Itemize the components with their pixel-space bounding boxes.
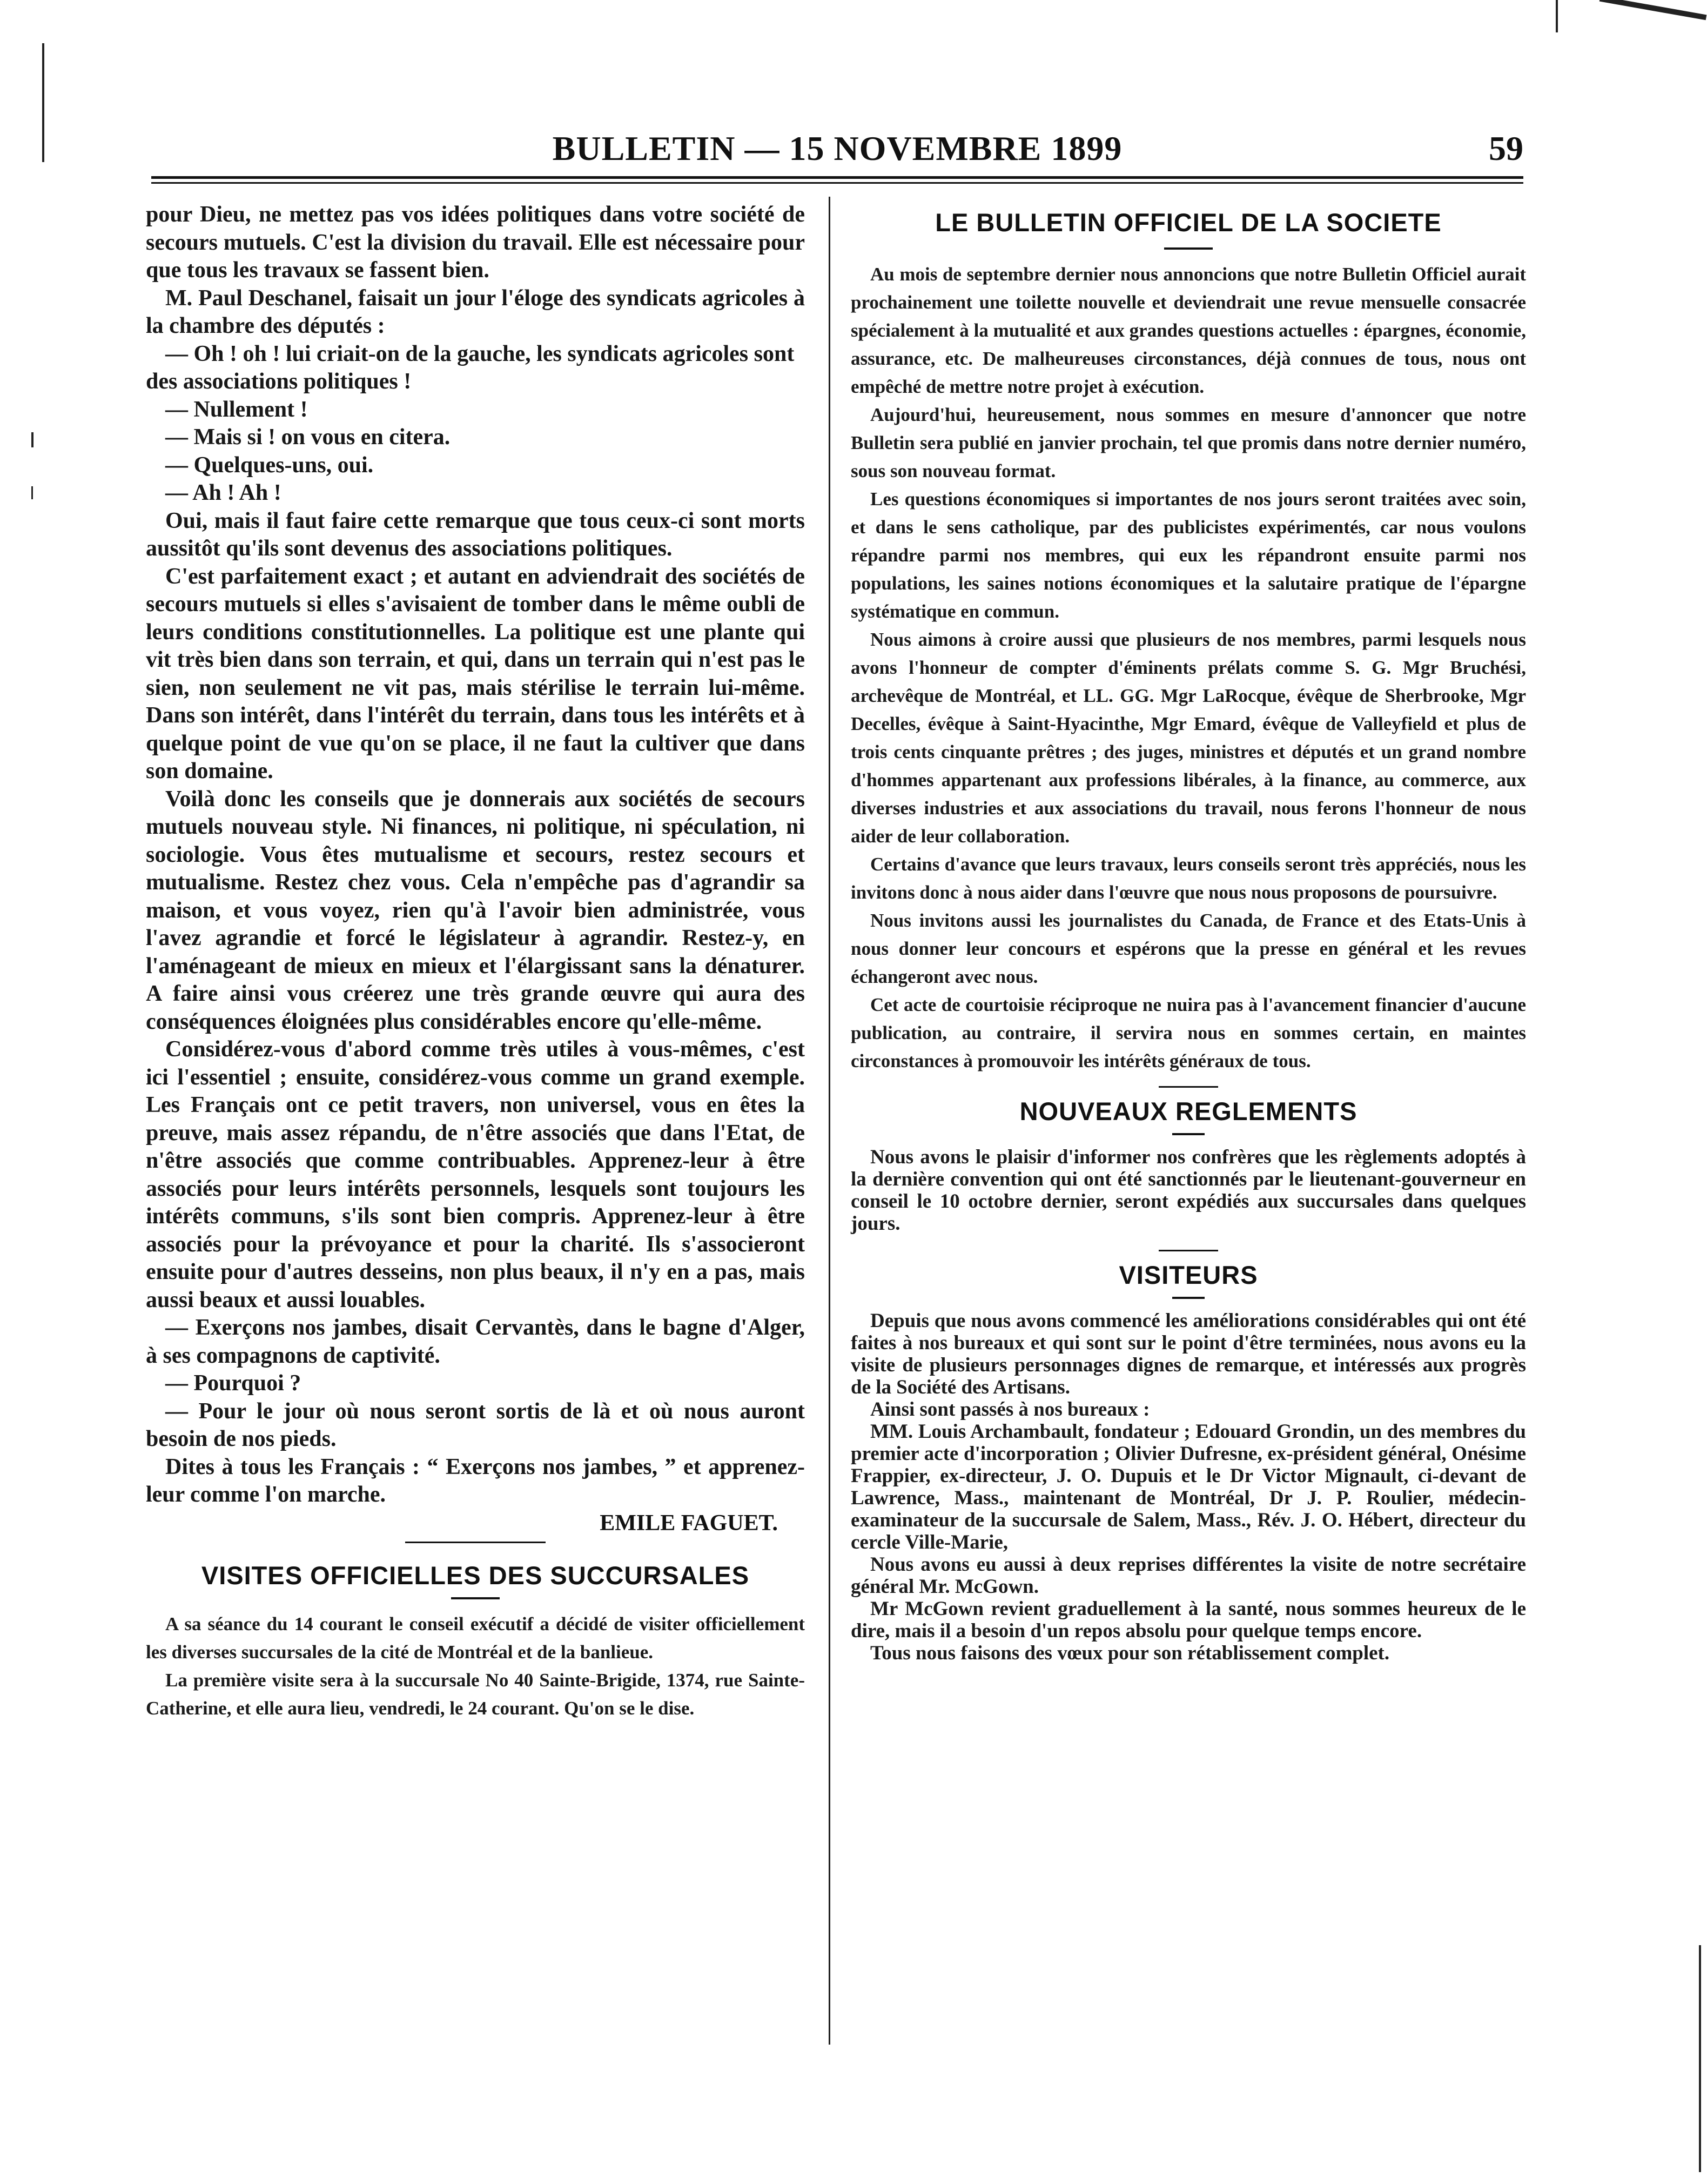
scan-mark-left-tick-2	[31, 486, 33, 499]
paragraph: Dites à tous les Français : “ Exerçons nos jambes, ” et apprenez-leur comme l'on marche.	[146, 1454, 805, 1507]
paragraph: Cet acte de courtoisie réciproque ne nuira pas à l'avancement financier d'aucune publication, au contraire, il servira nous en sommes certain, en maintes circonstances à promouvoir les intérêts généraux de tous.	[851, 994, 1526, 1071]
paragraph: Nous aimons à croire aussi que plusieurs de nos membres, parmi lesquels nous avons l'honneur de compter d'éminents prélats comme S. G. Mgr Bruchési, archevêque de Montréal, et LL. GG. Mgr LaRocque, évêque de Sherbrooke, Mgr Decelles, évêque à Saint-Hyacinthe, Mgr Emard, évêque de Valleyfield et plus de trois cents cinquante prêtres ; des juges, ministres et députés et un grand nombre d'hommes appartenant aux professions libérales, à la finance, au commerce, aux diverses industries et aux associations du travail, nous ferons l'honneur de nous aider de leur collaboration.	[851, 629, 1526, 847]
right-column	[851, 201, 1526, 1664]
title-underline	[451, 1597, 500, 1599]
paragraph: pour Dieu, ne mettez pas vos idées politiques dans votre société de secours mutuels. C'est la division du travail. Elle est nécessaire pour que tous les travaux se fassent bien.	[146, 202, 805, 283]
title-underline	[1172, 1133, 1205, 1135]
paragraph: — Ah ! Ah !	[165, 480, 281, 505]
section-rule	[405, 1542, 546, 1543]
header-rule	[151, 176, 1523, 184]
paragraph: Nous avons le plaisir d'informer nos confrères que les règlements adoptés à la dernière convention qui ont été sanctionnés par le lieutenant-gouverneur en conseil le 10 octobre dernier, seront expédiés aux succursales dans quelques jours.	[851, 1146, 1526, 1235]
page-header	[151, 129, 1523, 172]
paragraph: — Oh ! oh ! lui criait-on de la gauche, les syndicats agricoles sont des associations politiques !	[146, 341, 795, 394]
paragraph: Tous nous faisons des vœux pour son rétablissement complet.	[870, 1642, 1390, 1664]
section-rule	[1159, 1086, 1218, 1088]
paragraph: Les questions économiques si importantes de nos jours seront traitées avec soin, et dans le sens catholique, par des publicistes expérimentés, car nous voulons répandre parmi nos membres, qui eux les répandront ensuite parmi nos populations, les saines notions économiques et la salutaire pratique de l'épargne systématique en commun.	[851, 488, 1526, 622]
scan-mark-top-right	[1600, 0, 1707, 20]
paragraph: Mr McGown revient graduellement à la santé, nous sommes heureux de le dire, mais il a besoin d'un repos absolu pour quelque temps encore.	[851, 1598, 1526, 1642]
section-visites-body	[146, 1610, 805, 1723]
title-underline	[1164, 247, 1213, 250]
paragraph: Aujourd'hui, heureusement, nous sommes en mesure d'annoncer que notre Bulletin sera publié en janvier prochain, tel que promis dans notre dernier numéro, sous son nouveau format.	[851, 404, 1526, 481]
paragraph: MM. Louis Archambault, fondateur ; Edouard Grondin, un des membres du premier acte d'incorporation ; Olivier Dufresne, ex-président général, Onésime Frappier, ex-directeur, J. O. Dupuis et le Dr Victor Mignault, ci-devant de Lawrence, Mass., maintenant de Montréal, Dr J. P. Roulier, médecin-examinateur de la succursale de Salem, Mass., Rév. J. O. Hébert, directeur du cercle Ville-Marie,	[851, 1421, 1526, 1553]
paragraph: La première visite sera à la succursale No 40 Sainte-Brigide, 1374, rue Sainte-Catherine, et elle aura lieu, vendredi, le 24 courant. Qu'on se le dise.	[146, 1669, 805, 1719]
paragraph: — Exerçons nos jambes, disait Cervantès, dans le bagne d'Alger, à ses compagnons de captivité.	[146, 1315, 805, 1368]
section-rule	[1159, 1250, 1218, 1251]
header-title: BULLETIN — 15 NOVEMBRE 1899	[552, 129, 1123, 168]
paragraph: Au mois de septembre dernier nous annoncions que notre Bulletin Officiel aurait prochainement une toilette nouvelle et deviendrait une revue mensuelle consacrée spécialement à la mutualité et aux grandes questions actuelles : épargnes, économie, assurance, etc. De malheureuses circonstances, déjà connues de tous, nous ont empêché de mettre notre projet à exécution.	[851, 264, 1526, 397]
section-title-reglements: NOUVEAUX REGLEMENTS	[1019, 1097, 1357, 1126]
section-reglements-body	[851, 1146, 1526, 1235]
section-bulletin-body	[851, 260, 1526, 1075]
paragraph: — Nullement !	[165, 397, 308, 422]
paragraph: Depuis que nous avons commencé les améliorations considérables qui ont été faites à nos bureaux et qui sont sur le point d'être terminées, nous avons eu la visite de plusieurs personnages dignes de remarque, et intéressés aux progrès de la Société des Artisans.	[851, 1310, 1526, 1398]
paragraph: M. Paul Deschanel, faisait un jour l'éloge des syndicats agricoles à la chambre des députés :	[146, 285, 805, 338]
column-divider	[829, 197, 830, 2045]
paragraph: Considérez-vous d'abord comme très utiles à vous-mêmes, c'est ici l'essentiel ; ensuite, considérez-vous comme un grand exemple. Les Français ont ce petit travers, non universel, vous en êtes la preuve, mais assez répandu, de n'être associés que dans l'Etat, de n'être associés que comme contribuables. Apprenez-leur à être associés pour leurs intérêts personnels, lesquels sont toujours les intérêts communs, s'ils sont bien compris. Apprenez-leur à être associés pour la prévoyance et pour la charité. Ils s'associeront ensuite pour d'autres desseins, non plus beaux, il n'y en a pas, mais aussi beaux et aussi louables.	[146, 1037, 805, 1312]
left-column	[146, 201, 805, 1723]
section-title-bulletin: LE BULLETIN OFFICIEL DE LA SOCIETE	[935, 208, 1442, 237]
section-title-visiteurs: VISITEURS	[1119, 1261, 1258, 1289]
paragraph: — Mais si ! on vous en citera.	[165, 425, 451, 450]
paragraph: — Pour le jour où nous seront sortis de là et où nous auront besoin de nos pieds.	[146, 1398, 805, 1451]
paragraph: C'est parfaitement exact ; et autant en adviendrait des sociétés de secours mutuels si elles s'avisaient de tomber dans le même oubli de leurs conditions constitutionnelles. La politique est une plante qui vit très bien dans son terrain, et qui, dans un terrain qui n'est pas le sien, non seulement ne vit pas, mais stérilise le terrain lui-même. Dans son intérêt, dans l'intérêt du terrain, dans tous les intérêts et à quelque point de vue qu'on se place, il ne faut la cultiver que dans son domaine.	[146, 564, 805, 783]
article-faguet	[146, 201, 805, 1537]
paragraph: Ainsi sont passés à nos bureaux :	[870, 1398, 1150, 1421]
section-title-visites: VISITES OFFICIELLES DES SUCCURSALES	[201, 1560, 750, 1590]
scan-mark-left-top	[42, 43, 44, 162]
scan-mark-left-tick	[31, 432, 33, 447]
page-number: 59	[1489, 129, 1523, 168]
section-visiteurs-body	[851, 1310, 1526, 1664]
paragraph: A sa séance du 14 courant le conseil exécutif a décidé de visiter officiellement les diverses succursales de la cité de Montréal et de la banlieue.	[146, 1613, 805, 1663]
paragraph: — Pourquoi ?	[165, 1371, 301, 1396]
paragraph: — Quelques-uns, oui.	[165, 452, 374, 478]
paragraph: Oui, mais il faut faire cette remarque que tous ceux-ci sont morts aussitôt qu'ils sont devenus des associations politiques.	[146, 508, 805, 561]
paragraph: Voilà donc les conseils que je donnerais aux sociétés de secours mutuels nouveau style. Ni finances, ni politique, ni spéculation, ni sociologie. Vous êtes mutualisme et secours, restez secours et mutualisme. Restez chez vous. Cela n'empêche pas d'agrandir sa maison, et vous voyez, rien qu'à l'avoir bien administrée, vous l'avez agrandie et forcé le législateur à agrandir. Restez-y, en l'aménageant de mieux en mieux et l'élargissant sans la dénaturer. A faire ainsi vous créerez une très grande œuvre qui aura des conséquences éloignées plus considérables encore qu'elle-même.	[146, 786, 805, 1034]
scan-mark-right-edge	[1699, 1945, 1701, 2172]
paragraph: Nous avons eu aussi à deux reprises différentes la visite de notre secrétaire général Mr. McGown.	[851, 1553, 1526, 1598]
paragraph: Nous invitons aussi les journalistes du Canada, de France et des Etats-Unis à nous donner leur concours et espérons que la presse en général et les revues échangeront avec nous.	[851, 910, 1526, 987]
scan-mark-top-right-2	[1556, 0, 1558, 32]
author-signature: EMILE FAGUET.	[600, 1510, 778, 1536]
title-underline	[1172, 1297, 1205, 1299]
paragraph: Certains d'avance que leurs travaux, leurs conseils seront très appréciés, nous les invitons donc à nous aider dans l'œuvre que nous nous proposons de poursuivre.	[851, 854, 1526, 903]
